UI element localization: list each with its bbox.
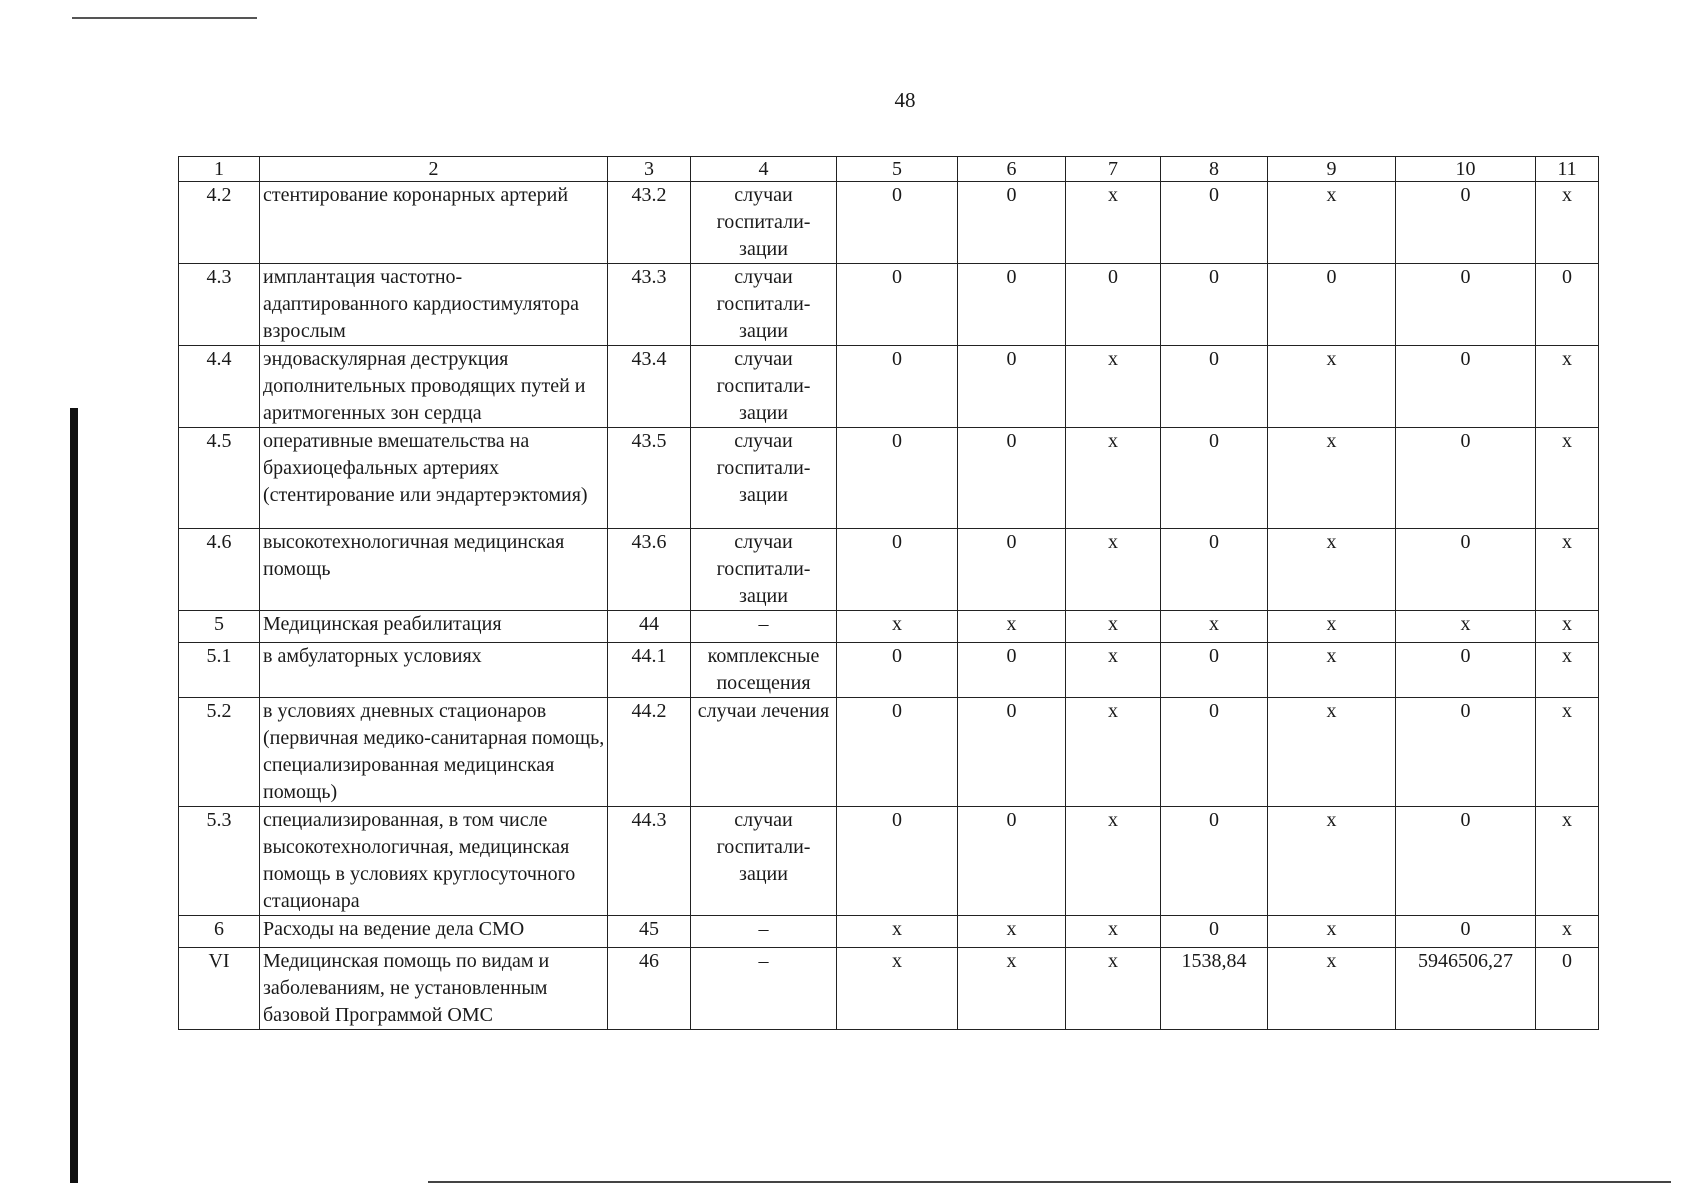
scan-edge-bar bbox=[70, 408, 78, 1183]
line-code: 43.2 bbox=[608, 182, 691, 264]
cell-col-10: 0 bbox=[1396, 182, 1536, 264]
cell-col-9: x bbox=[1268, 182, 1396, 264]
table-body bbox=[179, 157, 1599, 1030]
row-number: 4.2 bbox=[179, 182, 260, 264]
line-code: 46 bbox=[608, 948, 691, 1030]
cell-col-11: x bbox=[1536, 807, 1599, 916]
cell-col-8: 0 bbox=[1161, 428, 1268, 529]
cell-col-5: 0 bbox=[837, 428, 958, 529]
cell-col-11: x bbox=[1536, 916, 1599, 948]
cell-col-6: 0 bbox=[958, 807, 1066, 916]
cell-col-11: x bbox=[1536, 346, 1599, 428]
cell-col-10: 0 bbox=[1396, 807, 1536, 916]
cell-col-8: 0 bbox=[1161, 346, 1268, 428]
line-code: 44 bbox=[608, 611, 691, 643]
cell-col-5: 0 bbox=[837, 182, 958, 264]
row-number: 5.1 bbox=[179, 643, 260, 698]
cell-col-7: 0 bbox=[1066, 264, 1161, 346]
cell-col-7: x bbox=[1066, 428, 1161, 529]
cell-col-6: x bbox=[958, 611, 1066, 643]
cell-col-6: 0 bbox=[958, 698, 1066, 807]
cell-col-7: x bbox=[1066, 916, 1161, 948]
cell-col-10: 0 bbox=[1396, 698, 1536, 807]
row-number: 6 bbox=[179, 916, 260, 948]
cell-col-7: x bbox=[1066, 807, 1161, 916]
cell-col-6: 0 bbox=[958, 182, 1066, 264]
cell-col-11: x bbox=[1536, 182, 1599, 264]
unit-of-measure: случаи госпитали-зации bbox=[691, 182, 837, 264]
cell-col-9: x bbox=[1268, 346, 1396, 428]
row-name: имплантация частотно-адаптированного кардиостимулятора взрослым bbox=[260, 264, 608, 346]
cell-col-8: 0 bbox=[1161, 264, 1268, 346]
row-name: Медицинская реабилитация bbox=[260, 611, 608, 643]
column-header: 7 bbox=[1066, 157, 1161, 182]
table-row bbox=[179, 182, 1599, 264]
row-number: 4.6 bbox=[179, 529, 260, 611]
cell-col-6: 0 bbox=[958, 529, 1066, 611]
row-name: Медицинская помощь по видам и заболеваниям, не установленным базовой Программой ОМС bbox=[260, 948, 608, 1030]
row-number: VI bbox=[179, 948, 260, 1030]
cell-col-9: x bbox=[1268, 611, 1396, 643]
cell-col-7: x bbox=[1066, 346, 1161, 428]
line-code: 43.5 bbox=[608, 428, 691, 529]
row-number: 4.4 bbox=[179, 346, 260, 428]
row-name: оперативные вмешательства на брахиоцефальных артериях (стентирование или эндартерэктомия) bbox=[260, 428, 608, 529]
row-number: 5.3 bbox=[179, 807, 260, 916]
unit-of-measure: случаи госпитали-зации bbox=[691, 346, 837, 428]
cell-col-8: 0 bbox=[1161, 807, 1268, 916]
cell-col-11: x bbox=[1536, 529, 1599, 611]
table-row bbox=[179, 698, 1599, 807]
column-header: 2 bbox=[260, 157, 608, 182]
cell-col-7: x bbox=[1066, 948, 1161, 1030]
cell-col-9: x bbox=[1268, 698, 1396, 807]
data-table bbox=[178, 156, 1599, 1030]
column-header: 6 bbox=[958, 157, 1066, 182]
unit-of-measure: случаи госпитали-зации bbox=[691, 428, 837, 529]
bottom-rule bbox=[428, 1181, 1671, 1183]
cell-col-6: 0 bbox=[958, 428, 1066, 529]
cell-col-5: 0 bbox=[837, 807, 958, 916]
cell-col-9: 0 bbox=[1268, 264, 1396, 346]
cell-col-11: x bbox=[1536, 428, 1599, 529]
cell-col-11: x bbox=[1536, 698, 1599, 807]
unit-of-measure: случаи госпитали-зации bbox=[691, 807, 837, 916]
cell-col-9: x bbox=[1268, 643, 1396, 698]
cell-col-6: x bbox=[958, 916, 1066, 948]
cell-col-5: 0 bbox=[837, 264, 958, 346]
table-row bbox=[179, 643, 1599, 698]
cell-col-7: x bbox=[1066, 611, 1161, 643]
column-header: 10 bbox=[1396, 157, 1536, 182]
line-code: 44.1 bbox=[608, 643, 691, 698]
cell-col-7: x bbox=[1066, 182, 1161, 264]
cell-col-11: x bbox=[1536, 611, 1599, 643]
cell-col-10: 0 bbox=[1396, 529, 1536, 611]
unit-of-measure: случаи госпитали-зации bbox=[691, 264, 837, 346]
cell-col-7: x bbox=[1066, 643, 1161, 698]
unit-of-measure: случаи лечения bbox=[691, 698, 837, 807]
cell-col-11: x bbox=[1536, 643, 1599, 698]
table-row bbox=[179, 529, 1599, 611]
column-header: 11 bbox=[1536, 157, 1599, 182]
row-name: высокотехнологичная медицинская помощь bbox=[260, 529, 608, 611]
column-header: 4 bbox=[691, 157, 837, 182]
line-code: 43.3 bbox=[608, 264, 691, 346]
column-header: 9 bbox=[1268, 157, 1396, 182]
cell-col-6: 0 bbox=[958, 643, 1066, 698]
cell-col-6: x bbox=[958, 948, 1066, 1030]
cell-col-6: 0 bbox=[958, 346, 1066, 428]
row-name: стентирование коронарных артерий bbox=[260, 182, 608, 264]
column-header: 5 bbox=[837, 157, 958, 182]
row-number: 4.3 bbox=[179, 264, 260, 346]
cell-col-5: 0 bbox=[837, 698, 958, 807]
cell-col-8: 0 bbox=[1161, 698, 1268, 807]
unit-of-measure: – bbox=[691, 916, 837, 948]
cell-col-10: 0 bbox=[1396, 346, 1536, 428]
row-name: в условиях дневных стационаров (первичная медико-санитарная помощь, специализированная медицинская помощь) bbox=[260, 698, 608, 807]
cell-col-8: 0 bbox=[1161, 916, 1268, 948]
line-code: 43.4 bbox=[608, 346, 691, 428]
page-number: 48 bbox=[894, 88, 916, 112]
cell-col-5: x bbox=[837, 948, 958, 1030]
unit-of-measure: – bbox=[691, 948, 837, 1030]
line-code: 44.3 bbox=[608, 807, 691, 916]
table-row bbox=[179, 264, 1599, 346]
table-row bbox=[179, 916, 1599, 948]
unit-of-measure: случаи госпитали-зации bbox=[691, 529, 837, 611]
cell-col-5: x bbox=[837, 611, 958, 643]
cell-col-10: 0 bbox=[1396, 428, 1536, 529]
cell-col-5: 0 bbox=[837, 643, 958, 698]
cell-col-8: 1538,84 bbox=[1161, 948, 1268, 1030]
cell-col-10: 0 bbox=[1396, 916, 1536, 948]
table-row bbox=[179, 346, 1599, 428]
table-row bbox=[179, 948, 1599, 1030]
cell-col-5: 0 bbox=[837, 346, 958, 428]
row-number: 5 bbox=[179, 611, 260, 643]
cell-col-10: 0 bbox=[1396, 264, 1536, 346]
row-name: в амбулаторных условиях bbox=[260, 643, 608, 698]
cell-col-7: x bbox=[1066, 529, 1161, 611]
cell-col-9: x bbox=[1268, 529, 1396, 611]
unit-of-measure: комплексные посещения bbox=[691, 643, 837, 698]
line-code: 44.2 bbox=[608, 698, 691, 807]
line-code: 45 bbox=[608, 916, 691, 948]
line-code: 43.6 bbox=[608, 529, 691, 611]
cell-col-8: x bbox=[1161, 611, 1268, 643]
row-name: Расходы на ведение дела СМО bbox=[260, 916, 608, 948]
row-number: 5.2 bbox=[179, 698, 260, 807]
column-header: 1 bbox=[179, 157, 260, 182]
cell-col-11: 0 bbox=[1536, 264, 1599, 346]
cell-col-10: 5946506,27 bbox=[1396, 948, 1536, 1030]
cell-col-11: 0 bbox=[1536, 948, 1599, 1030]
cell-col-8: 0 bbox=[1161, 529, 1268, 611]
header-row bbox=[179, 157, 1599, 182]
column-header: 3 bbox=[608, 157, 691, 182]
cell-col-8: 0 bbox=[1161, 643, 1268, 698]
cell-col-9: x bbox=[1268, 916, 1396, 948]
row-name: эндоваскулярная деструкция дополнительных проводящих путей и аритмогенных зон сердца bbox=[260, 346, 608, 428]
row-number: 4.5 bbox=[179, 428, 260, 529]
cell-col-5: 0 bbox=[837, 529, 958, 611]
cell-col-6: 0 bbox=[958, 264, 1066, 346]
cell-col-9: x bbox=[1268, 948, 1396, 1030]
top-rule bbox=[72, 17, 257, 19]
unit-of-measure: – bbox=[691, 611, 837, 643]
table-row bbox=[179, 428, 1599, 529]
table-row bbox=[179, 611, 1599, 643]
cell-col-9: x bbox=[1268, 807, 1396, 916]
table-row bbox=[179, 807, 1599, 916]
cell-col-10: x bbox=[1396, 611, 1536, 643]
cell-col-8: 0 bbox=[1161, 182, 1268, 264]
cell-col-5: x bbox=[837, 916, 958, 948]
cell-col-10: 0 bbox=[1396, 643, 1536, 698]
row-name: специализированная, в том числе высокотехнологичная, медицинская помощь в условиях круглосуточного стационара bbox=[260, 807, 608, 916]
cell-col-7: x bbox=[1066, 698, 1161, 807]
column-header: 8 bbox=[1161, 157, 1268, 182]
cell-col-9: x bbox=[1268, 428, 1396, 529]
